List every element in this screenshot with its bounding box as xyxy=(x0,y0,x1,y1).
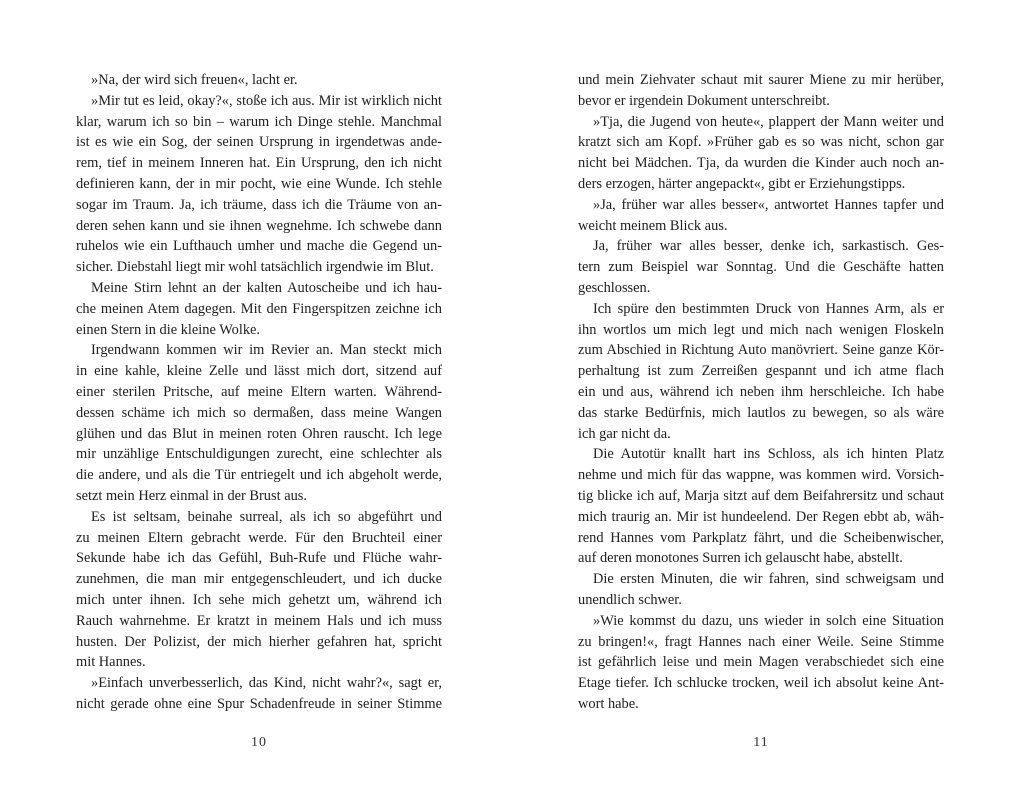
text-line: zu meinen Eltern gebracht werde. Für den Bruchteil einer xyxy=(76,529,442,546)
text-line: zunehmen, die man mir entgegenschleudert, und ich ducke xyxy=(76,571,442,588)
text-line: die andere, und als die Tür entriegelt und ich abgeholt werde, xyxy=(76,467,442,484)
text-line: setzt mein Herz einmal in der Brust aus. xyxy=(76,487,307,504)
text-line: Rauch wahrnehme. Er kratzt in meinem Hals und ich muss xyxy=(76,612,442,629)
text-line: Die Autotür knallt hart ins Schloss, als ich hinten Platz xyxy=(593,446,944,463)
text-line: tig blicke ich auf, Marja sitzt auf dem Beifahrersitz und schaut xyxy=(578,487,944,504)
text-line: che meinen Atem dagegen. Mit den Fingerspitzen zeichne ich xyxy=(76,300,442,317)
text-line: Ja, früher war alles besser, denke ich, sarkastisch. Ges- xyxy=(593,238,944,255)
text-line: ich gar nicht da. xyxy=(578,425,671,442)
text-line: ders erzogen, härter angepackt«, gibt er Erziehungstipps. xyxy=(578,175,906,192)
left-page xyxy=(76,70,442,715)
text-line: das starke Bedürfnis, mich lautlos zu bewegen, so als wäre xyxy=(578,404,944,421)
text-line: tern zum Beispiel war Sonntag. Und die Geschäfte hatten xyxy=(578,259,944,276)
text-line: ist gefährlich leise und mein Magen verabschiedet sich eine xyxy=(578,654,944,671)
text-line: mir unzählige Entschuldigungen zurecht, eine schlechter als xyxy=(76,446,442,463)
text-line: rend Hannes vom Parkplatz fährt, und die Scheibenwischer, xyxy=(578,529,944,546)
page-number-right: 11 xyxy=(753,735,769,750)
text-line: sicher. Diebstahl liegt mir wohl tatsächlich irgendwie im Blut. xyxy=(76,259,434,276)
text-line: in eine kahle, kleine Zelle und lässt mich dort, sitzend auf xyxy=(76,363,442,380)
text-line: kratzt sich am Kopf. »Früher gab es so was nicht, schon gar xyxy=(578,134,944,151)
text-line: wort habe. xyxy=(578,695,639,712)
text-line: auf deren monotones Surren ich gelauscht habe, abstellt. xyxy=(578,550,903,567)
text-line: zum Abschied in Richtung Auto manövriert. Seine ganze Kör- xyxy=(578,342,944,359)
text-line: »Einfach unverbesserlich, das Kind, nicht wahr?«, sagt er, xyxy=(91,675,442,692)
text-line: weicht meinem Blick aus. xyxy=(578,217,728,234)
text-line: mich traurig an. Mir ist hundeelend. Der Regen ebbt ab, wäh- xyxy=(578,508,944,525)
text-line: definieren kann, der in mir pocht, wie eine Wunde. Ich stehle xyxy=(76,175,442,192)
text-line: einen Stern in die kleine Wolke. xyxy=(76,321,261,338)
text-line: Etage tiefer. Ich schlucke trocken, weil ich absolut keine Ant- xyxy=(578,675,944,692)
text-line: nicht gerade ohne eine Spur Schadenfreude in seiner Stimme xyxy=(76,695,442,712)
text-line: mich unter ihnen. Ich sehe mich gehetzt um, während ich xyxy=(76,591,442,608)
text-line: nicht bei Mädchen. Tja, da wurden die Kinder auch noch an- xyxy=(578,155,944,172)
text-line: Ich spüre den bestimmten Druck von Hannes Arm, als er xyxy=(593,300,944,317)
text-line: einer sterilen Pritsche, auf meine Eltern warten. Während- xyxy=(76,383,442,400)
text-line: »Ja, früher war alles besser«, antwortet Hannes tapfer und xyxy=(593,196,944,213)
text-line: mit Hannes. xyxy=(76,654,146,671)
text-line: unendlich schwer. xyxy=(578,591,682,608)
text-line: und mein Ziehvater schaut mit saurer Miene zu mir herüber, xyxy=(578,72,944,88)
text-line: ihn wortlos um mich legt und mich nach wenigen Floskeln xyxy=(578,321,944,338)
text-line: »Tja, die Jugend von heute«, plappert der Mann weiter und xyxy=(593,113,944,130)
text-line: zu bringen!«, fragt Hannes nach einer Weile. Seine Stimme xyxy=(578,633,944,650)
text-line: »Wie kommst du dazu, uns wieder in solch eine Situation xyxy=(593,612,944,629)
text-line: nehme und mich für das wappne, was kommen wird. Vorsich- xyxy=(578,467,944,484)
text-line: Irgendwann kommen wir im Revier an. Man steckt mich xyxy=(91,342,442,359)
text-line: ist es wie ein Sog, der seinen Ursprung in irgendetwas ande- xyxy=(76,134,442,151)
text-line: sogar im Traum. Ja, ich träume, dass ich die Träume von an- xyxy=(76,196,442,213)
text-line: geschlossen. xyxy=(578,279,651,296)
text-line: ein und aus, während ich neben ihm herschleiche. Ich habe xyxy=(578,383,944,400)
text-line: »Mir tut es leid, okay?«, stoße ich aus. Mir ist wirklich nicht xyxy=(91,92,442,109)
text-line: Die ersten Minuten, die wir fahren, sind schweigsam und xyxy=(593,571,944,588)
text-line: perhaltung ist zum Zerreißen gespannt und ich atme flach xyxy=(578,363,944,380)
text-line: Es ist seltsam, beinahe surreal, als ich so abgeführt und xyxy=(91,508,442,525)
text-line: husten. Der Polizist, der mich hierher gefahren hat, spricht xyxy=(76,633,442,650)
text-line: Sekunde habe ich das Gefühl, Buh-Rufe und Flüche wahr- xyxy=(76,550,442,567)
right-page xyxy=(578,70,944,715)
text-line: deren sehen kann und sie ihnen wegnehme. Ich schwebe dann xyxy=(76,217,442,234)
text-line: glühen und das Blut in meinen roten Ohren rauscht. Ich lege xyxy=(76,425,442,442)
text-line: klar, warum ich so bin – warum ich Dinge stehle. Manchmal xyxy=(76,113,442,130)
text-line: rem, tief in meinem Inneren hat. Ein Ursprung, den ich nicht xyxy=(76,155,442,172)
text-line: »Na, der wird sich freuen«, lacht er. xyxy=(91,72,298,88)
text-line: dessen schäme ich mich so dermaßen, dass meine Wangen xyxy=(76,404,442,421)
text-line: ruhelos wie ein Lufthauch umher und mache die Gegend un- xyxy=(76,238,442,255)
text-line: bevor er irgendein Dokument unterschreibt. xyxy=(578,92,830,109)
text-line: Meine Stirn lehnt an der kalten Autoscheibe und ich hau- xyxy=(91,279,442,296)
page-number-left: 10 xyxy=(251,735,267,750)
